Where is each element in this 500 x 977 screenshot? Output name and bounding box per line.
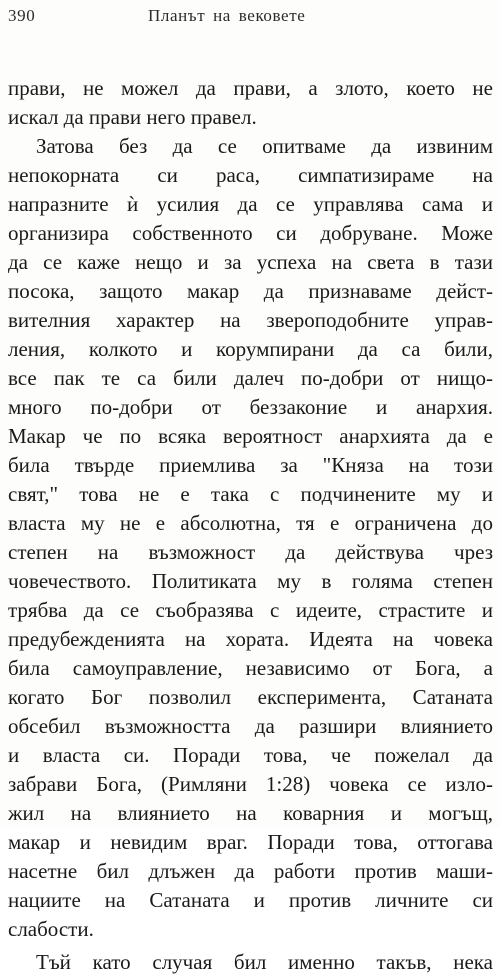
- text-line: Тъй като случая бил именно такъв, нека: [36, 950, 493, 974]
- text-line: когато Бог позволил експеримента, Сатаната: [8, 685, 493, 709]
- text-line: ления, колкото и корумпирани да са били,: [8, 337, 493, 361]
- text-line: насетне бил длъжен да работи против маши-: [8, 859, 493, 883]
- text-line: степен на възможност да действува чрез: [8, 540, 493, 564]
- text-line: организира собственното си добруване. Може: [8, 221, 493, 245]
- text-line: прави, не можел да прави, а злото, което не: [8, 76, 493, 100]
- text-line: слабости.: [8, 917, 94, 941]
- body-text: [8, 74, 493, 977]
- text-line: вителния характер на звероподобните управ-: [8, 308, 493, 332]
- text-line: макар и невидим враг. Поради това, оттогава: [8, 830, 493, 854]
- text-line: свят," това не е така с подчинените му и: [8, 482, 493, 506]
- text-line: искал да прави него правел.: [8, 105, 257, 129]
- text-line: непокорната си раса, симпатизираме на: [8, 163, 493, 187]
- text-line: власта му не е абсолютна, тя е ограничена до: [8, 511, 493, 535]
- text-line: да се каже нещо и за успеха на света в тази: [8, 250, 493, 274]
- text-line: напразните ѝ усилия да се управлява сама и: [8, 192, 493, 216]
- page-number: 390: [8, 6, 36, 25]
- text-line: много по-добри от беззаконие и анархия.: [8, 395, 493, 419]
- text-line: нациите на Сатаната и против личните си: [8, 888, 493, 912]
- text-line: трябва да се съобразява с идеите, страстите и: [8, 598, 493, 622]
- text-line: Макар че по всяка вероятност анархията да е: [8, 424, 493, 448]
- book-title: Планът на вековете: [148, 6, 306, 25]
- text-line: била твърде приемлива за "Княза на този: [8, 453, 493, 477]
- text-line: Затова без да се опитваме да извиним: [36, 134, 493, 158]
- text-line: човечеството. Политиката му в голяма степен: [8, 569, 493, 593]
- text-line: обсебил възможността да разшири влиянието: [8, 714, 493, 738]
- text-line: предубежденията на хората. Идеята на човека: [8, 627, 493, 651]
- text-line: забрави Бога, (Римляни 1:28) човека се изло-: [8, 772, 493, 796]
- text-line: все пак те са били далеч по-добри от нищо-: [8, 366, 493, 390]
- text-line: жил на влиянието на коварния и могъщ,: [8, 801, 493, 825]
- running-header: [8, 6, 492, 32]
- text-line: посока, защото макар да признаваме дейст-: [8, 279, 493, 303]
- text-line: и власта си. Поради това, че пожелал да: [8, 743, 493, 767]
- text-line: била самоуправление, независимо от Бога, а: [8, 656, 493, 680]
